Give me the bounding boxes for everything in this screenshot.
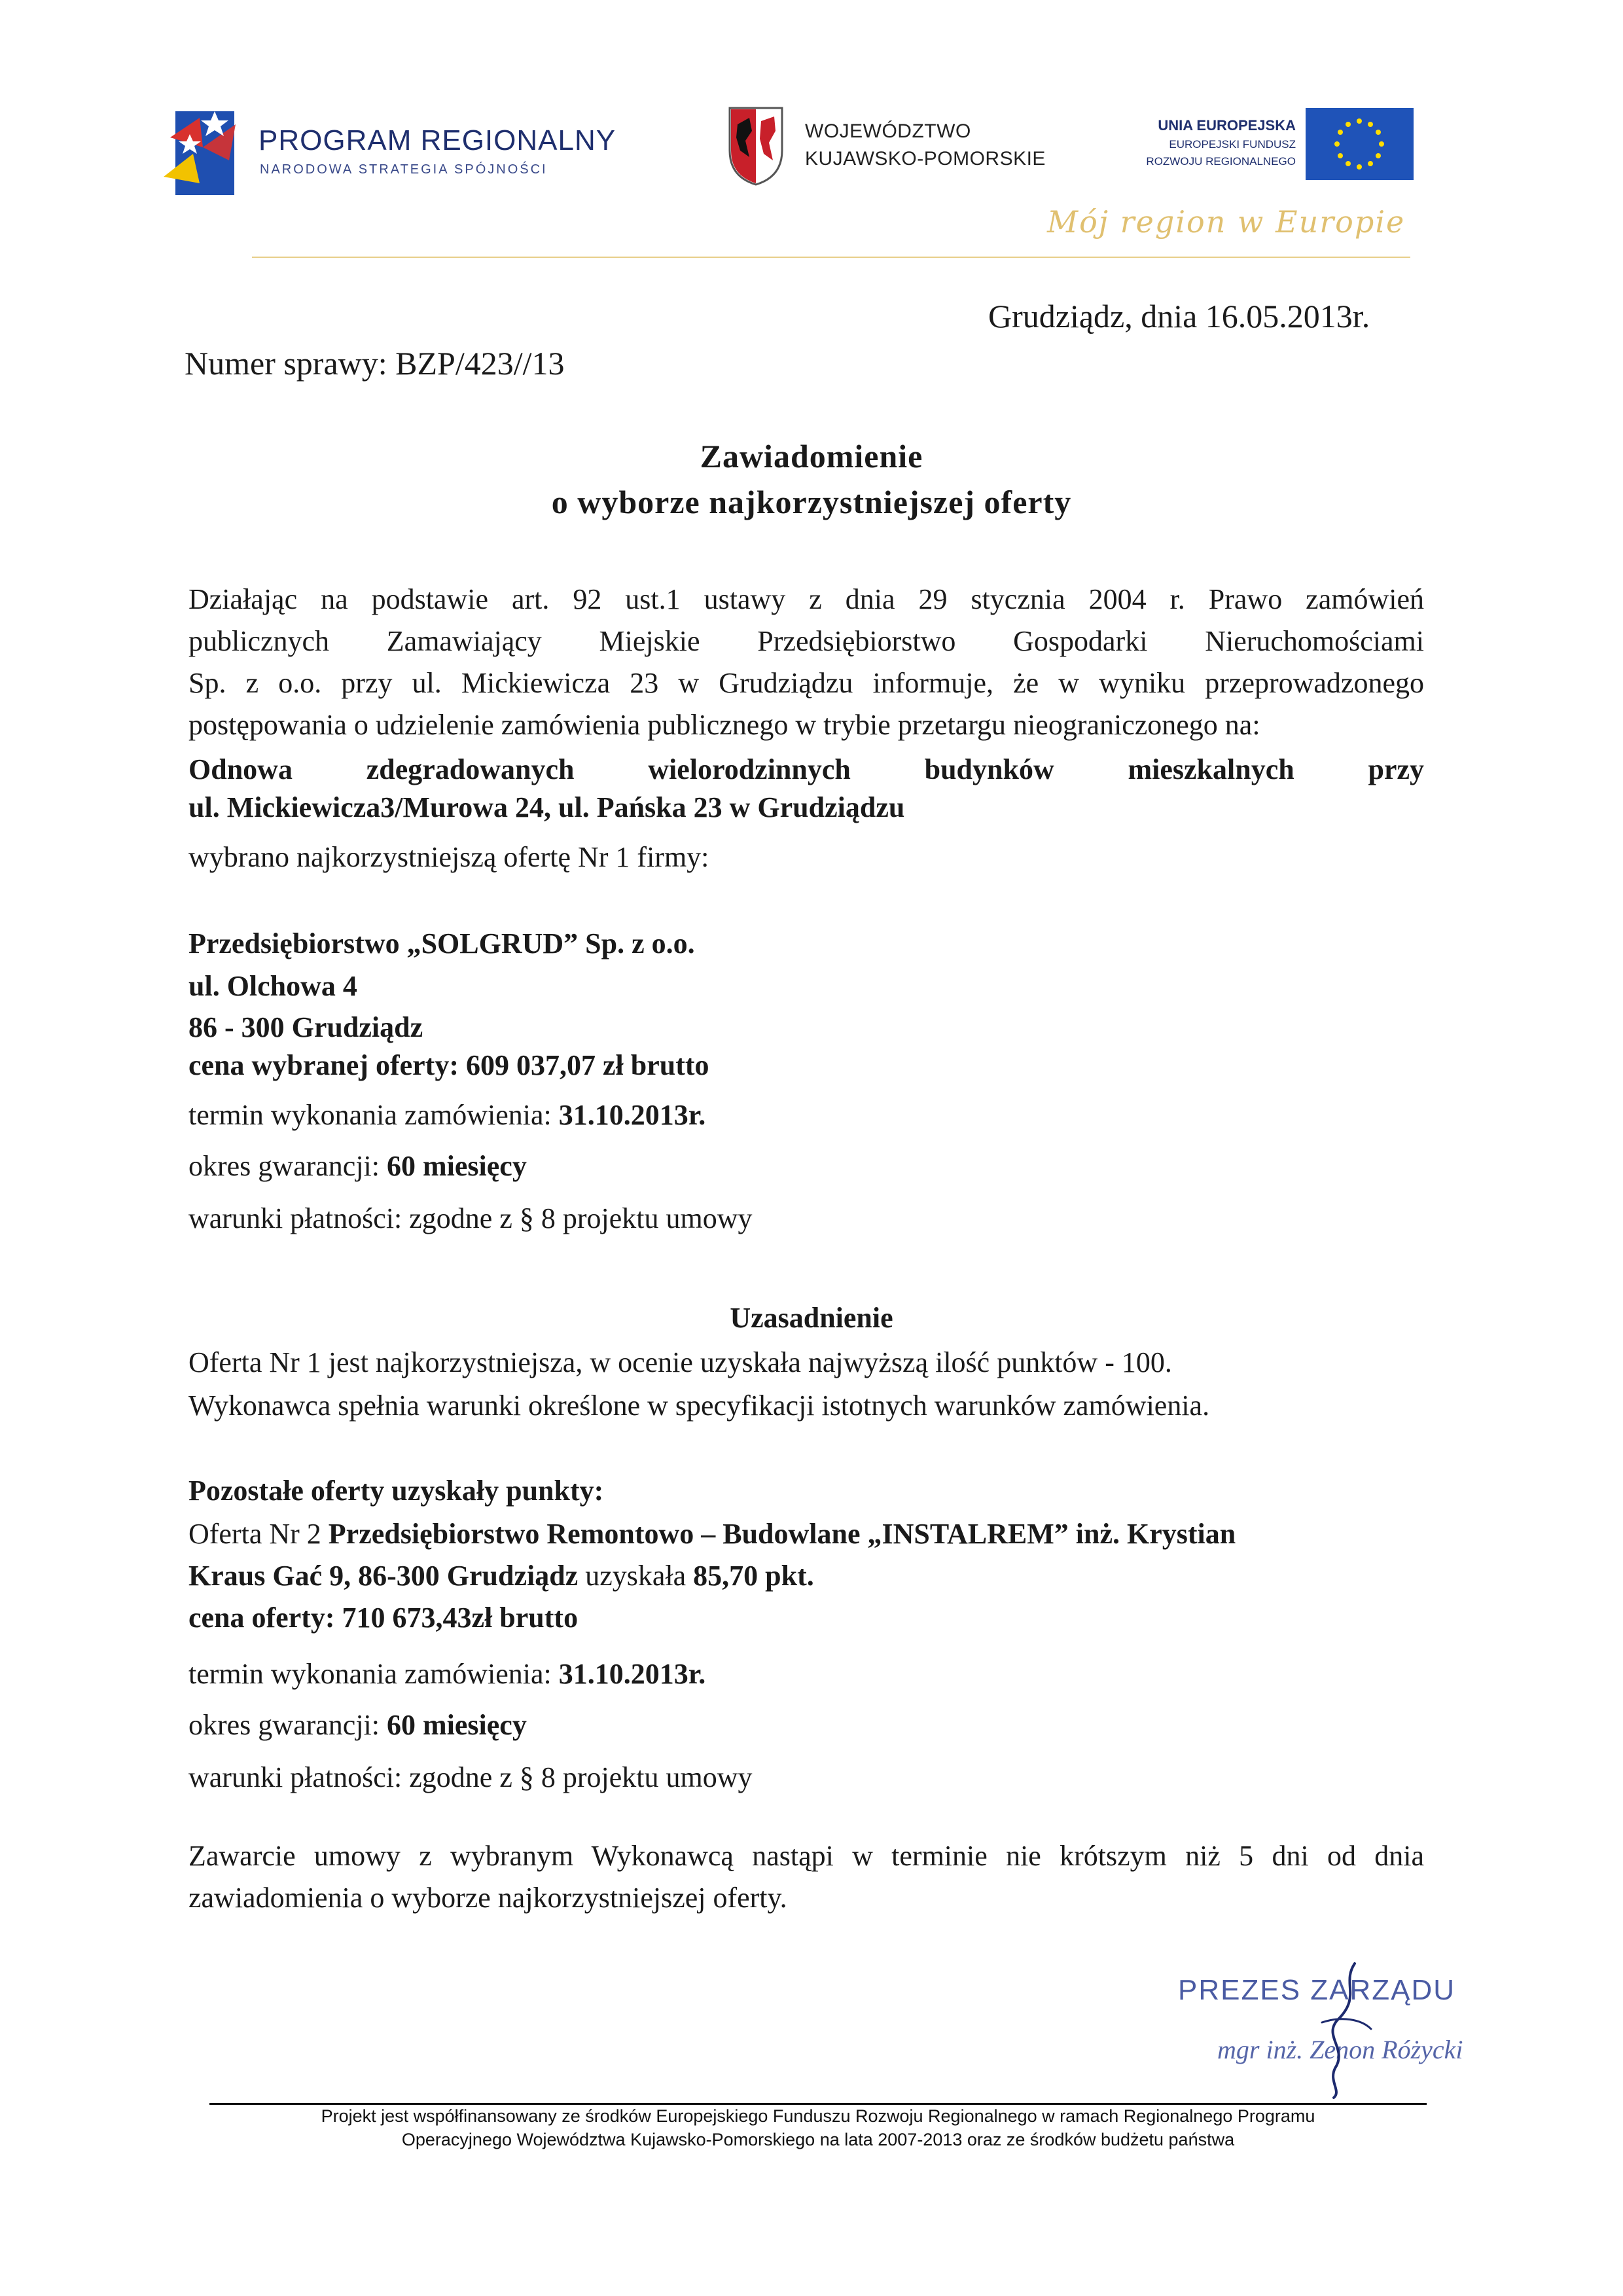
other-offer-price: cena oferty: 710 673,43zł brutto — [188, 1602, 579, 1634]
place-date: Grudziądz, dnia 16.05.2013r. — [988, 298, 1370, 334]
eagle-griffin-coat-of-arms-icon — [723, 105, 789, 187]
winner-warranty-label: okres gwarancji: — [188, 1150, 387, 1182]
other-offer-name: Przedsiębiorstwo Remontowo – Budowlane „INSTALREM” inż. Krystian — [328, 1518, 1236, 1550]
program-title: PROGRAM REGIONALNY — [259, 124, 616, 156]
other-offer-points: 85,70 pkt. — [693, 1560, 814, 1592]
program-subtitle: NARODOWA STRATEGIA SPÓJNOŚCI — [260, 162, 548, 177]
voivodeship-line1: WOJEWÓDZTWO — [805, 120, 971, 142]
intro-line-2: publicznych Zamawiający Miejskie Przedsiębiorstwo Gospodarki Nieruchomościami — [188, 625, 1424, 657]
program-regionalny-logo — [164, 98, 635, 203]
footer-line-2: Operacyjnego Województwa Kujawsko-Pomorskiego na lata 2007-2013 oraz ze środków budżetu państwa — [401, 2130, 1235, 2149]
subject-line-1: Odnowa zdegradowanych wielorodzinnych budynków mieszkalnych przy — [188, 753, 1424, 785]
other-offer-warranty-label: okres gwarancji: — [188, 1709, 387, 1741]
other-offer-line-1 — [188, 1520, 1236, 1549]
document-title: Zawiadomienie — [700, 438, 923, 475]
stamp-title: PREZES ZARZĄDU — [1178, 1974, 1456, 2006]
handwritten-signature — [1302, 1957, 1381, 2101]
program-regionalny-emblem-icon — [164, 98, 242, 203]
winner-warranty — [188, 1152, 527, 1181]
eu-logo — [1099, 108, 1414, 180]
case-number: Numer sprawy: BZP/423//13 — [185, 345, 565, 382]
header-divider — [252, 257, 1410, 258]
justification-line-2: Wykonawca spełnia warunki określone w specyfikacji istotnych warunków zamówienia. — [188, 1390, 1210, 1422]
slogan: Mój region w Europie — [1047, 204, 1406, 240]
stamp-name: mgr inż. Zenon Różycki — [1217, 2035, 1463, 2064]
voivodeship-logo — [723, 105, 1063, 190]
intro-line-3: Sp. z o.o. przy ul. Mickiewicza 23 w Grudziądzu informuje, że w wyniku przeprowadzonego — [188, 667, 1424, 699]
winner-deadline-label: termin wykonania zamówienia: — [188, 1099, 559, 1131]
voivodeship-line2: KUJAWSKO-POMORSKIE — [805, 148, 1046, 170]
winner-city: 86 - 300 Grudziądz — [188, 1011, 423, 1043]
other-offer-deadline-value: 31.10.2013r. — [558, 1658, 706, 1690]
other-offer-warranty-value: 60 miesięcy — [387, 1709, 527, 1741]
justification-heading: Uzasadnienie — [730, 1302, 893, 1334]
other-offer-deadline — [188, 1660, 705, 1689]
other-offer-warranty — [188, 1711, 527, 1740]
closing-line-1: Zawarcie umowy z wybranym Wykonawcą nastąpi w terminie nie krótszym niż 5 dni od dnia — [188, 1840, 1424, 1872]
eu-line3: ROZWOJU REGIONALNEGO — [1146, 155, 1296, 168]
winner-deadline — [188, 1101, 705, 1130]
winner-payment: warunki płatności: zgodne z § 8 projektu umowy — [188, 1202, 753, 1234]
other-offer-deadline-label: termin wykonania zamówienia: — [188, 1658, 559, 1690]
winner-street: ul. Olchowa 4 — [188, 970, 357, 1002]
closing-line-2: zawiadomienia o wyborze najkorzystniejszej oferty. — [188, 1882, 787, 1914]
winner-warranty-value: 60 miesięcy — [387, 1150, 527, 1182]
footer-divider — [209, 2103, 1427, 2105]
eu-line1: UNIA EUROPEJSKA — [1158, 117, 1296, 134]
chosen-intro: wybrano najkorzystniejszą ofertę Nr 1 firmy: — [188, 841, 709, 873]
subject-line-2: ul. Mickiewicza3/Murowa 24, ul. Pańska 23 w Grudziądzu — [188, 791, 905, 823]
footer-line-1: Projekt jest współfinansowany ze środków Europejskiego Funduszu Rozwoju Regionalnego w ramach Regionalnego Programu — [321, 2106, 1315, 2126]
other-offer-address: Kraus Gać 9, 86-300 Grudziądz — [188, 1560, 579, 1592]
intro-line-1: Działając na podstawie art. 92 ust.1 ustawy z dnia 29 stycznia 2004 r. Prawo zamówień — [188, 583, 1424, 615]
intro-line-4: postępowania o udzielenie zamówienia publicznego w trybie przetargu nieograniczonego na: — [188, 709, 1260, 741]
winner-name: Przedsiębiorstwo „SOLGRUD” Sp. z o.o. — [188, 927, 695, 960]
eu-line2: EUROPEJSKI FUNDUSZ — [1169, 138, 1296, 151]
justification-line-1: Oferta Nr 1 jest najkorzystniejsza, w ocenie uzyskała najwyższą ilość punktów - 100. — [188, 1346, 1172, 1378]
other-offer-prefix: Oferta Nr 2 — [188, 1518, 329, 1550]
eu-flag-icon — [1306, 108, 1414, 180]
other-offer-scored-label: uzyskała — [578, 1560, 694, 1592]
winner-deadline-value: 31.10.2013r. — [558, 1099, 706, 1131]
winner-price: cena wybranej oferty: 609 037,07 zł brutto — [188, 1049, 709, 1081]
other-offer-line-2 — [188, 1562, 814, 1590]
document-subtitle: o wyborze najkorzystniejszej oferty — [551, 484, 1072, 520]
other-offer-payment: warunki płatności: zgodne z § 8 projektu umowy — [188, 1761, 753, 1793]
other-offers-heading: Pozostałe oferty uzyskały punkty: — [188, 1475, 604, 1507]
